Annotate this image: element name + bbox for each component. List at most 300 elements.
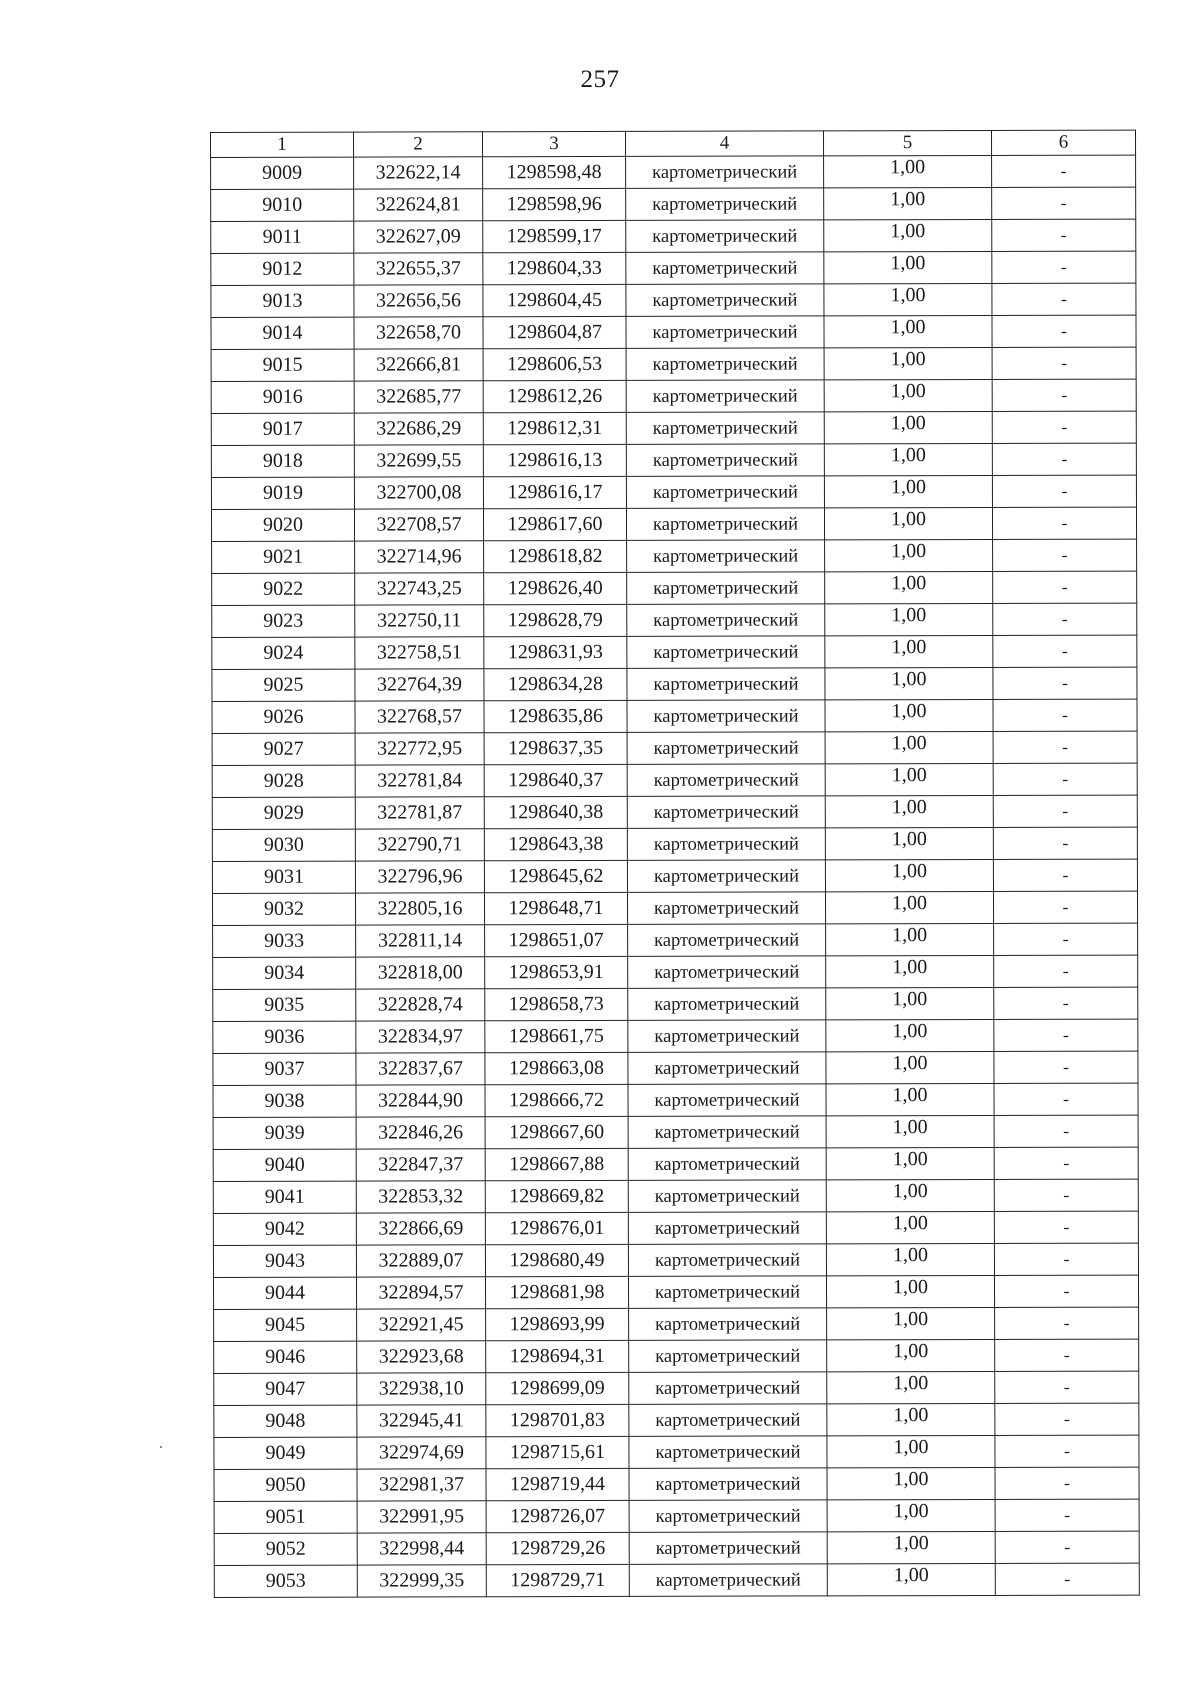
table-row	[212, 891, 1137, 925]
coordinate-x-cell: 322847,37	[356, 1149, 485, 1181]
table-row	[213, 1275, 1138, 1309]
accuracy-cell: 1,00	[824, 379, 992, 411]
method-cell: картометрический	[626, 412, 824, 445]
coordinate-x-cell: 322811,14	[356, 925, 485, 957]
point-number-cell: 9048	[214, 1405, 357, 1437]
coordinate-x-cell: 322844,90	[356, 1085, 485, 1117]
coordinate-x-cell: 322894,57	[356, 1277, 485, 1309]
method-cell: картометрический	[629, 1468, 827, 1501]
table-row	[211, 443, 1136, 477]
note-cell: -	[993, 667, 1137, 699]
coordinate-y-cell: 1298606,53	[483, 348, 626, 380]
table-row	[213, 1243, 1138, 1277]
coordinate-y-cell: 1298676,01	[485, 1212, 628, 1244]
note-cell: -	[995, 1563, 1139, 1595]
point-number-cell: 9039	[213, 1117, 356, 1149]
table-body	[211, 155, 1140, 1597]
coordinate-y-cell: 1298616,13	[483, 444, 626, 476]
point-number-cell: 9015	[211, 349, 354, 381]
coordinate-y-cell: 1298598,96	[483, 188, 626, 220]
accuracy-cell: 1,00	[825, 539, 993, 571]
table-row	[214, 1371, 1139, 1405]
coordinate-y-cell: 1298631,93	[484, 636, 627, 668]
method-cell: картометрический	[629, 1532, 827, 1565]
note-cell: -	[993, 699, 1137, 731]
coordinate-y-cell: 1298612,31	[483, 412, 626, 444]
coordinate-y-cell: 1298640,37	[484, 764, 627, 796]
accuracy-cell: 1,00	[826, 1051, 994, 1083]
table-row	[214, 1563, 1139, 1597]
coordinate-y-cell: 1298681,98	[485, 1276, 628, 1308]
accuracy-cell: 1,00	[825, 859, 993, 891]
coordinate-x-cell: 322889,07	[356, 1245, 485, 1277]
table-row	[212, 571, 1137, 605]
method-cell: картометрический	[629, 1372, 827, 1405]
table-row	[213, 1211, 1138, 1245]
table-row	[213, 1019, 1138, 1053]
note-cell: -	[992, 315, 1136, 347]
point-number-cell: 9019	[211, 477, 354, 509]
coordinate-y-cell: 1298618,82	[484, 540, 627, 572]
note-cell: -	[992, 347, 1136, 379]
coordinate-y-cell: 1298667,88	[485, 1148, 628, 1180]
method-cell: картометрический	[628, 1180, 826, 1213]
method-cell: картометрический	[627, 764, 825, 797]
point-number-cell: 9031	[212, 861, 355, 893]
table-row	[214, 1307, 1139, 1341]
coordinate-x-cell: 322764,39	[355, 669, 484, 701]
note-cell: -	[994, 1147, 1138, 1179]
method-cell: картометрический	[626, 348, 824, 381]
table-row	[213, 1051, 1138, 1085]
method-cell: картометрический	[626, 156, 824, 189]
coordinate-x-cell: 322656,56	[354, 285, 483, 317]
table-row	[211, 251, 1136, 285]
method-cell: картометрический	[628, 1020, 826, 1053]
method-cell: картометрический	[626, 252, 824, 285]
coordinate-x-cell: 322999,35	[357, 1565, 486, 1597]
accuracy-cell: 1,00	[826, 1019, 994, 1051]
table-row	[211, 155, 1136, 189]
coordinates-table	[210, 130, 1140, 1598]
note-cell: -	[992, 219, 1136, 251]
note-cell: -	[993, 539, 1137, 571]
point-number-cell: 9052	[214, 1533, 357, 1565]
coordinate-x-cell: 322991,95	[357, 1501, 486, 1533]
point-number-cell: 9046	[214, 1341, 357, 1373]
accuracy-cell: 1,00	[827, 1339, 995, 1371]
coordinate-y-cell: 1298680,49	[485, 1244, 628, 1276]
table-row	[211, 283, 1136, 317]
point-number-cell: 9043	[213, 1245, 356, 1277]
point-number-cell: 9017	[211, 413, 354, 445]
coordinate-y-cell: 1298663,08	[485, 1052, 628, 1084]
accuracy-cell: 1,00	[826, 955, 994, 987]
table-row	[213, 987, 1138, 1021]
method-cell: картометрический	[626, 284, 824, 317]
accuracy-cell: 1,00	[825, 635, 993, 667]
method-cell: картометрический	[626, 508, 824, 541]
method-cell: картометрический	[627, 604, 825, 637]
accuracy-cell: 1,00	[825, 795, 993, 827]
method-cell: картометрический	[628, 1148, 826, 1181]
accuracy-cell: 1,00	[827, 1467, 995, 1499]
note-cell: -	[993, 827, 1137, 859]
note-cell: -	[992, 443, 1136, 475]
point-number-cell: 9022	[212, 573, 355, 605]
point-number-cell: 9053	[214, 1565, 357, 1597]
method-cell: картометрический	[626, 188, 824, 221]
accuracy-cell: 1,00	[824, 187, 992, 219]
coordinate-y-cell: 1298643,38	[484, 828, 627, 860]
note-cell: -	[993, 571, 1137, 603]
table-row	[212, 731, 1137, 765]
point-number-cell: 9027	[212, 733, 355, 765]
method-cell: картометрический	[629, 1564, 827, 1597]
method-cell: картометрический	[628, 1276, 826, 1309]
coordinate-x-cell: 322685,77	[354, 381, 483, 413]
point-number-cell: 9037	[213, 1053, 356, 1085]
coordinate-y-cell: 1298651,07	[485, 924, 628, 956]
accuracy-cell: 1,00	[825, 667, 993, 699]
coordinate-y-cell: 1298604,45	[483, 284, 626, 316]
note-cell: -	[993, 635, 1137, 667]
method-cell: картометрический	[629, 1436, 827, 1469]
coordinate-x-cell: 322974,69	[357, 1437, 486, 1469]
accuracy-cell: 1,00	[825, 699, 993, 731]
table-row	[211, 187, 1136, 221]
note-cell: -	[994, 1019, 1138, 1051]
accuracy-cell: 1,00	[825, 891, 993, 923]
coordinate-y-cell: 1298617,60	[483, 508, 626, 540]
point-number-cell: 9018	[211, 445, 354, 477]
point-number-cell: 9044	[213, 1277, 356, 1309]
coordinate-y-cell: 1298667,60	[485, 1116, 628, 1148]
accuracy-cell: 1,00	[824, 219, 992, 251]
note-cell: -	[992, 155, 1136, 187]
note-cell: -	[993, 859, 1137, 891]
coordinate-y-cell: 1298701,83	[486, 1404, 629, 1436]
point-number-cell: 9021	[212, 541, 355, 573]
note-cell: -	[994, 987, 1138, 1019]
method-cell: картометрический	[628, 1244, 826, 1277]
point-number-cell: 9041	[213, 1181, 356, 1213]
note-cell: -	[994, 923, 1138, 955]
coordinate-x-cell: 322750,11	[355, 605, 484, 637]
coordinate-y-cell: 1298699,09	[486, 1372, 629, 1404]
coordinate-x-cell: 322805,16	[355, 893, 484, 925]
table-row	[213, 1115, 1138, 1149]
column-header: 6	[991, 130, 1135, 155]
coordinate-y-cell: 1298599,17	[483, 220, 626, 252]
accuracy-cell: 1,00	[827, 1371, 995, 1403]
method-cell: картометрический	[627, 668, 825, 701]
coordinate-x-cell: 322837,67	[356, 1053, 485, 1085]
note-cell: -	[994, 1115, 1138, 1147]
coordinate-y-cell: 1298729,71	[486, 1564, 629, 1596]
coordinate-x-cell: 322624,81	[354, 189, 483, 221]
table-row	[211, 411, 1136, 445]
coordinate-x-cell: 322828,74	[356, 989, 485, 1021]
method-cell: картометрический	[628, 1052, 826, 1085]
method-cell: картометрический	[629, 1340, 827, 1373]
accuracy-cell: 1,00	[824, 315, 992, 347]
table-row	[212, 635, 1137, 669]
coordinate-y-cell: 1298640,38	[484, 796, 627, 828]
point-number-cell: 9013	[211, 285, 354, 317]
table-row	[213, 1179, 1138, 1213]
point-number-cell: 9045	[214, 1309, 357, 1341]
coordinate-x-cell: 322772,95	[355, 733, 484, 765]
note-cell: -	[995, 1307, 1139, 1339]
point-number-cell: 9011	[211, 221, 354, 253]
note-cell: -	[995, 1531, 1139, 1563]
accuracy-cell: 1,00	[827, 1531, 995, 1563]
note-cell: -	[994, 1051, 1138, 1083]
coordinate-y-cell: 1298645,62	[484, 860, 627, 892]
accuracy-cell: 1,00	[824, 507, 992, 539]
coordinate-y-cell: 1298616,17	[483, 476, 626, 508]
point-number-cell: 9009	[211, 157, 354, 189]
table-header	[211, 130, 1136, 157]
column-header: 5	[823, 130, 991, 155]
method-cell: картометрический	[627, 860, 825, 893]
coordinate-x-cell: 322834,97	[356, 1021, 485, 1053]
point-number-cell: 9020	[211, 509, 354, 541]
coordinate-x-cell: 322708,57	[354, 509, 483, 541]
accuracy-cell: 1,00	[826, 923, 994, 955]
note-cell: -	[995, 1371, 1139, 1403]
point-number-cell: 9012	[211, 253, 354, 285]
table-row	[213, 955, 1138, 989]
method-cell: картометрический	[627, 700, 825, 733]
column-header: 3	[483, 131, 626, 156]
table-row	[212, 763, 1137, 797]
accuracy-cell: 1,00	[825, 763, 993, 795]
table-row	[212, 539, 1137, 573]
accuracy-cell: 1,00	[826, 1275, 994, 1307]
point-number-cell: 9035	[213, 989, 356, 1021]
coordinate-x-cell: 322743,25	[355, 573, 484, 605]
point-number-cell: 9034	[213, 957, 356, 989]
table-row	[213, 923, 1138, 957]
point-number-cell: 9024	[212, 637, 355, 669]
coordinate-x-cell: 322846,26	[356, 1117, 485, 1149]
coordinate-y-cell: 1298658,73	[485, 988, 628, 1020]
column-header: 2	[354, 132, 483, 157]
header-row	[211, 130, 1136, 157]
note-cell: -	[993, 763, 1137, 795]
accuracy-cell: 1,00	[825, 731, 993, 763]
accuracy-cell: 1,00	[824, 251, 992, 283]
column-header: 1	[211, 132, 354, 157]
note-cell: -	[992, 507, 1136, 539]
coordinate-y-cell: 1298604,33	[483, 252, 626, 284]
table-row	[214, 1467, 1139, 1501]
accuracy-cell: 1,00	[827, 1499, 995, 1531]
page-number: 257	[580, 66, 620, 93]
coordinate-y-cell: 1298669,82	[485, 1180, 628, 1212]
column-header: 4	[625, 131, 823, 157]
coordinate-x-cell: 322714,96	[355, 541, 484, 573]
accuracy-cell: 1,00	[824, 347, 992, 379]
method-cell: картометрический	[627, 796, 825, 829]
coordinate-y-cell: 1298637,35	[484, 732, 627, 764]
coordinate-y-cell: 1298661,75	[485, 1020, 628, 1052]
accuracy-cell: 1,00	[826, 1083, 994, 1115]
method-cell: картометрический	[627, 892, 825, 925]
accuracy-cell: 1,00	[827, 1563, 995, 1595]
method-cell: картометрический	[628, 1084, 826, 1117]
method-cell: картометрический	[629, 1308, 827, 1341]
table-row	[211, 315, 1136, 349]
method-cell: картометрический	[628, 1116, 826, 1149]
table-row	[212, 827, 1137, 861]
coordinate-y-cell: 1298648,71	[484, 892, 627, 924]
coordinate-x-cell: 322768,57	[355, 701, 484, 733]
accuracy-cell: 1,00	[824, 411, 992, 443]
note-cell: -	[993, 603, 1137, 635]
note-cell: -	[995, 1403, 1139, 1435]
accuracy-cell: 1,00	[824, 475, 992, 507]
coordinate-x-cell: 322758,51	[355, 637, 484, 669]
coordinate-x-cell: 322658,70	[354, 317, 483, 349]
coordinate-y-cell: 1298653,91	[485, 956, 628, 988]
note-cell: -	[992, 283, 1136, 315]
table-row	[212, 859, 1137, 893]
method-cell: картометрический	[628, 1212, 826, 1245]
coordinate-x-cell: 322686,29	[354, 413, 483, 445]
scan-speck	[160, 1446, 162, 1448]
accuracy-cell: 1,00	[827, 1403, 995, 1435]
coordinate-y-cell: 1298666,72	[485, 1084, 628, 1116]
coordinate-y-cell: 1298598,48	[483, 156, 626, 188]
point-number-cell: 9016	[211, 381, 354, 413]
accuracy-cell: 1,00	[824, 155, 992, 187]
coordinate-x-cell: 322981,37	[357, 1469, 486, 1501]
method-cell: картометрический	[626, 316, 824, 349]
point-number-cell: 9040	[213, 1149, 356, 1181]
coordinate-y-cell: 1298729,26	[486, 1532, 629, 1564]
point-number-cell: 9049	[214, 1437, 357, 1469]
accuracy-cell: 1,00	[825, 571, 993, 603]
point-number-cell: 9014	[211, 317, 354, 349]
note-cell: -	[992, 475, 1136, 507]
coordinate-x-cell: 322781,87	[355, 797, 484, 829]
table-row	[213, 1147, 1138, 1181]
coordinate-x-cell: 322938,10	[357, 1373, 486, 1405]
coordinate-x-cell: 322627,09	[354, 221, 483, 253]
note-cell: -	[992, 187, 1136, 219]
coordinate-x-cell: 322853,32	[356, 1181, 485, 1213]
note-cell: -	[995, 1499, 1139, 1531]
accuracy-cell: 1,00	[825, 827, 993, 859]
coordinate-x-cell: 322796,96	[355, 861, 484, 893]
accuracy-cell: 1,00	[825, 603, 993, 635]
note-cell: -	[993, 731, 1137, 763]
note-cell: -	[992, 379, 1136, 411]
table-row	[213, 1083, 1138, 1117]
coordinate-y-cell: 1298715,61	[486, 1436, 629, 1468]
coordinate-y-cell: 1298626,40	[484, 572, 627, 604]
note-cell: -	[995, 1339, 1139, 1371]
table-row	[211, 507, 1136, 541]
accuracy-cell: 1,00	[827, 1307, 995, 1339]
note-cell: -	[995, 1467, 1139, 1499]
point-number-cell: 9029	[212, 797, 355, 829]
method-cell: картометрический	[627, 572, 825, 605]
coordinate-x-cell: 322945,41	[357, 1405, 486, 1437]
coordinate-x-cell: 322781,84	[355, 765, 484, 797]
point-number-cell: 9042	[213, 1213, 356, 1245]
note-cell: -	[994, 1083, 1138, 1115]
point-number-cell: 9051	[214, 1501, 357, 1533]
coordinate-y-cell: 1298693,99	[486, 1308, 629, 1340]
point-number-cell: 9033	[213, 925, 356, 957]
method-cell: картометрический	[627, 636, 825, 669]
method-cell: картометрический	[628, 924, 826, 957]
coordinate-x-cell: 322998,44	[357, 1533, 486, 1565]
accuracy-cell: 1,00	[824, 443, 992, 475]
method-cell: картометрический	[626, 444, 824, 477]
coordinate-x-cell: 322818,00	[356, 957, 485, 989]
coordinate-x-cell: 322923,68	[357, 1341, 486, 1373]
coordinate-x-cell: 322699,55	[354, 445, 483, 477]
method-cell: картометрический	[629, 1404, 827, 1437]
note-cell: -	[994, 1211, 1138, 1243]
coordinate-y-cell: 1298635,86	[484, 700, 627, 732]
coordinate-y-cell: 1298604,87	[483, 316, 626, 348]
coordinate-x-cell: 322655,37	[354, 253, 483, 285]
table-row	[212, 795, 1137, 829]
method-cell: картометрический	[628, 956, 826, 989]
accuracy-cell: 1,00	[826, 1243, 994, 1275]
method-cell: картометрический	[626, 220, 824, 253]
point-number-cell: 9026	[212, 701, 355, 733]
point-number-cell: 9038	[213, 1085, 356, 1117]
method-cell: картометрический	[626, 476, 824, 509]
note-cell: -	[994, 955, 1138, 987]
coordinate-x-cell: 322666,81	[354, 349, 483, 381]
accuracy-cell: 1,00	[826, 1147, 994, 1179]
point-number-cell: 9025	[212, 669, 355, 701]
coordinate-x-cell: 322921,45	[357, 1309, 486, 1341]
point-number-cell: 9010	[211, 189, 354, 221]
table-row	[214, 1435, 1139, 1469]
accuracy-cell: 1,00	[826, 1211, 994, 1243]
accuracy-cell: 1,00	[827, 1435, 995, 1467]
table-row	[211, 219, 1136, 253]
coordinate-x-cell: 322700,08	[354, 477, 483, 509]
coordinate-y-cell: 1298726,07	[486, 1500, 629, 1532]
note-cell: -	[994, 1179, 1138, 1211]
method-cell: картометрический	[627, 540, 825, 573]
coordinate-x-cell: 322866,69	[356, 1213, 485, 1245]
note-cell: -	[992, 251, 1136, 283]
coordinate-y-cell: 1298628,79	[484, 604, 627, 636]
method-cell: картометрический	[626, 380, 824, 413]
point-number-cell: 9028	[212, 765, 355, 797]
point-number-cell: 9047	[214, 1373, 357, 1405]
method-cell: картометрический	[627, 828, 825, 861]
point-number-cell: 9050	[214, 1469, 357, 1501]
note-cell: -	[994, 1275, 1138, 1307]
table-row	[214, 1403, 1139, 1437]
table-row	[212, 603, 1137, 637]
table-row	[211, 475, 1136, 509]
method-cell: картометрический	[628, 988, 826, 1021]
note-cell: -	[992, 411, 1136, 443]
